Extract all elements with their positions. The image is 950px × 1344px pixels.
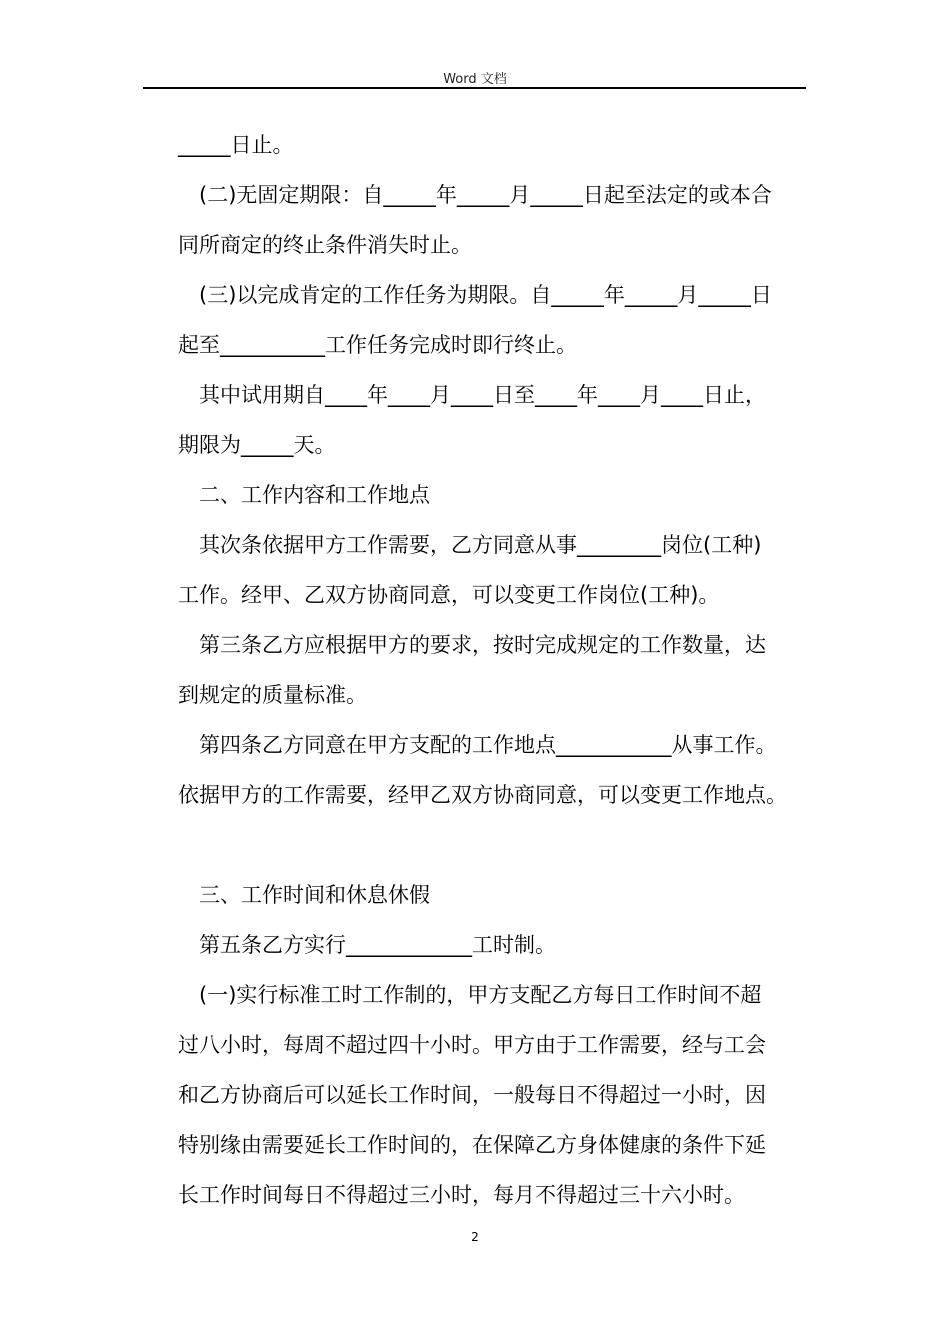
text-line: 过八小时，每周不超过四十小时。甲方由于工作需要，经与工会 xyxy=(178,1033,766,1057)
text-line: 和乙方协商后可以延长工作时间，一般每日不得超过一小时，因 xyxy=(178,1083,766,1107)
text-line: (二)无固定期限：自_____年_____月_____日起至法定的或本合 xyxy=(199,183,772,207)
text-line: 其次条依据甲方工作需要，乙方同意从事________岗位(工种) xyxy=(199,533,762,557)
text-line: 特别缘由需要延长工作时间的，在保障乙方身体健康的条件下延 xyxy=(178,1133,766,1157)
page-number: 2 xyxy=(471,1230,479,1244)
text-line: 依据甲方的工作需要，经甲乙双方协商同意，可以变更工作地点。 xyxy=(178,783,787,807)
text-line: 其中试用期自____年____月____日至____年____月____日止， xyxy=(199,383,766,407)
document-body xyxy=(178,131,818,1231)
text-line: 第三条乙方应根据甲方的要求，按时完成规定的工作数量，达 xyxy=(199,633,766,657)
text-line: 到规定的质量标准。 xyxy=(178,683,367,707)
text-line: (三)以完成肯定的工作任务为期限。自_____年_____月_____日 xyxy=(199,283,772,307)
header-divider xyxy=(143,87,806,89)
section-heading: 三、工作时间和休息休假 xyxy=(199,883,430,907)
document-header-title: Word 文档 xyxy=(443,72,507,87)
text-line: 期限为_____天。 xyxy=(178,433,336,457)
text-line: 第五条乙方实行____________工时制。 xyxy=(199,933,556,957)
text-line: 工作。经甲、乙双方协商同意，可以变更工作岗位(工种)。 xyxy=(178,583,720,607)
text-line: 同所商定的终止条件消失时止。 xyxy=(178,233,472,257)
text-line: 第四条乙方同意在甲方支配的工作地点___________从事工作。 xyxy=(199,733,777,757)
text-line: 长工作时间每日不得超过三小时，每月不得超过三十六小时。 xyxy=(178,1183,745,1207)
text-line: _____日止。 xyxy=(178,133,294,157)
text-line: (一)实行标准工时工作制的，甲方支配乙方每日工作时间不超 xyxy=(199,983,762,1007)
text-line: 起至__________工作任务完成时即行终止。 xyxy=(178,333,577,357)
blank-line xyxy=(178,831,818,881)
section-heading: 二、工作内容和工作地点 xyxy=(199,483,430,507)
